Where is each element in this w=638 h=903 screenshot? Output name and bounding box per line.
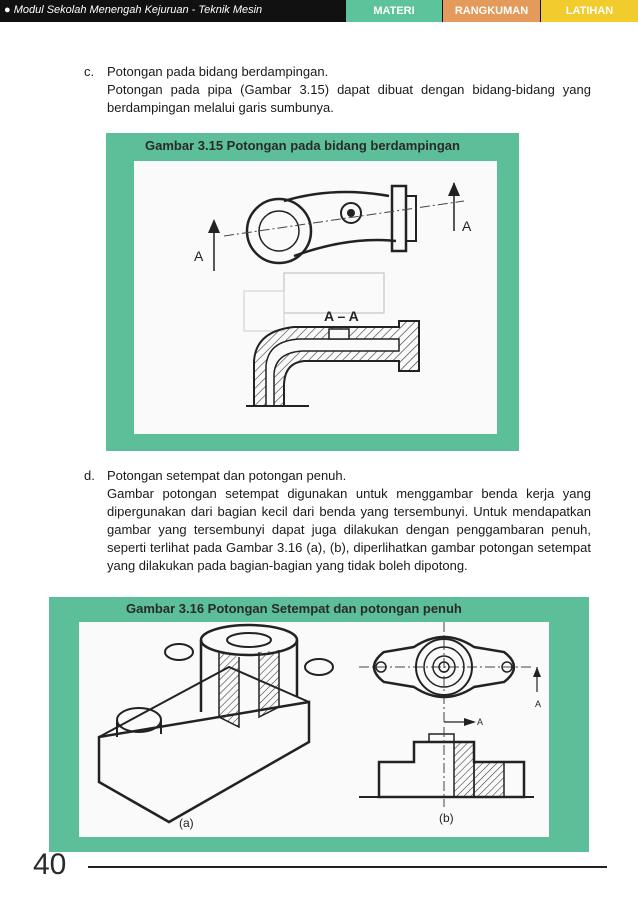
figure-3-16-caption: Gambar 3.16 Potongan Setempat dan potongan penuh [126,601,462,616]
page-number: 40 [33,848,67,881]
tab-rangkuman[interactable]: RANGKUMAN [443,0,540,22]
section-d-marker: d. [84,468,95,483]
label-a: (a) [179,816,194,830]
figure-3-15-caption: Gambar 3.15 Potongan pada bidang berdampingan [145,138,460,153]
module-title: ● Modul Sekolah Menengah Kejuruan - Teknik Mesin [4,4,263,16]
figure-3-15-drawing [134,161,497,434]
label-b: (b) [439,811,454,825]
section-label-a-a: A – A [324,308,359,324]
section-c-marker: c. [84,64,95,79]
header-bar [0,0,638,22]
cut-label-a-right: A [462,218,472,234]
figure-3-16-drawing [79,622,549,837]
section-d-body: Gambar potongan setempat digunakan untuk menggambar benda kerja yang dipergunakan dari bagian kecil dari benda yang tersembunyi. Untuk mendapatkan gambar yang tersembunyi dapat juga dilakukan dengan penggambaran penuh, seperti terlihat pada Gambar 3.16 (a), (b), diperlihatkan gambar potongan setempat yang dilakukan pada bagian-bagian yang tidak boleh dipotong. [107,486,591,573]
tab-materi[interactable]: MATERI [346,0,442,22]
tab-latihan[interactable]: LATIHAN [541,0,638,22]
footer-divider [88,866,607,868]
cut-label-a-left: A [194,248,204,264]
partial-section-drawing [79,622,549,837]
section-c-body: Potongan pada pipa (Gambar 3.15) dapat dibuat dengan bidang-bidang yang berdampingan melalui garis sumbunya. [107,82,591,115]
pipe-section-drawing [134,161,497,434]
figure-3-16-frame [49,597,589,852]
figure-3-15-frame [106,133,519,451]
arrow-label-a2: A [477,717,484,727]
section-c-heading: Potongan pada bidang berdampingan. [107,64,329,79]
section-d-heading: Potongan setempat dan potongan penuh. [107,468,347,483]
arrow-label-a: A [535,699,542,709]
